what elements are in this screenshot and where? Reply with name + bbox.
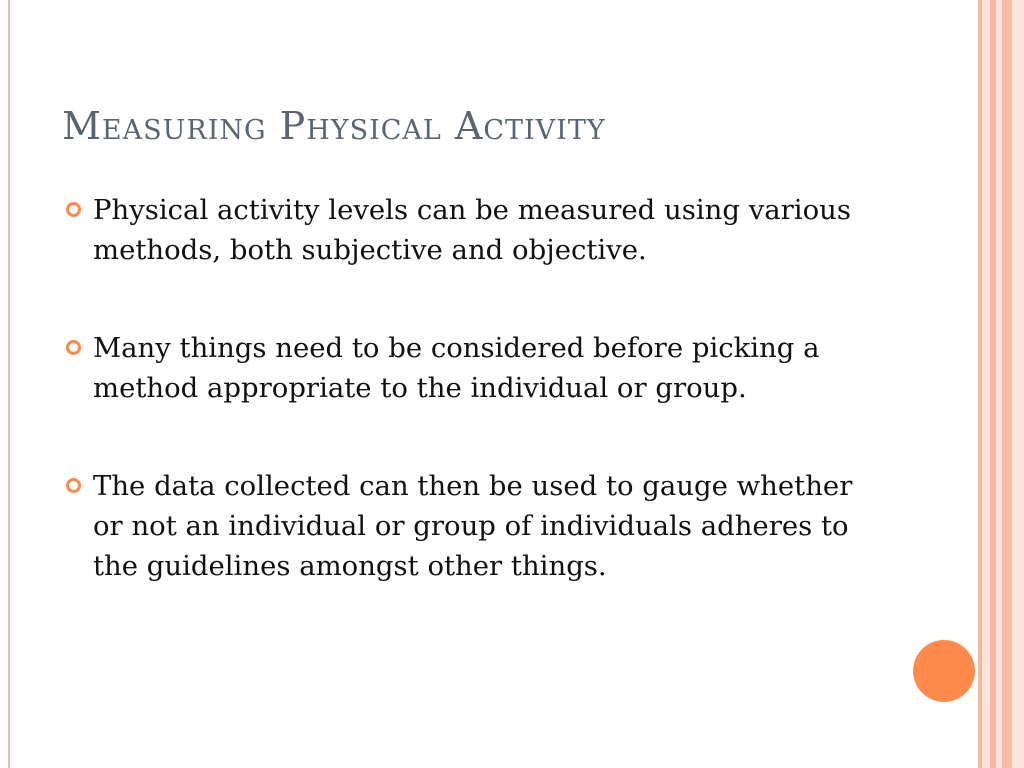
bullet-text: The data collected can then be used to gauge whether or not an individual or group of individuals adheres to the guidelines amongst other things. [93,470,853,582]
bullet-item [62,190,882,270]
slide-title: Measuring Physical Activity [62,104,606,148]
right-decorative-stripe [982,0,990,768]
bullet-text: Many things need to be considered before picking a method appropriate to the individual or group. [93,332,820,404]
bullet-item [62,328,882,408]
right-decorative-stripe [1012,0,1024,768]
right-decorative-stripe [1002,0,1012,768]
bullet-list [62,190,882,644]
hollow-circle-bullet-icon [66,202,81,217]
bullet-item [62,466,882,586]
decorative-circle [913,640,975,702]
left-border-line [8,0,10,768]
hollow-circle-bullet-icon [66,340,81,355]
hollow-circle-bullet-icon [66,478,81,493]
bullet-text: Physical activity levels can be measured using various methods, both subjective and objective. [93,194,851,266]
